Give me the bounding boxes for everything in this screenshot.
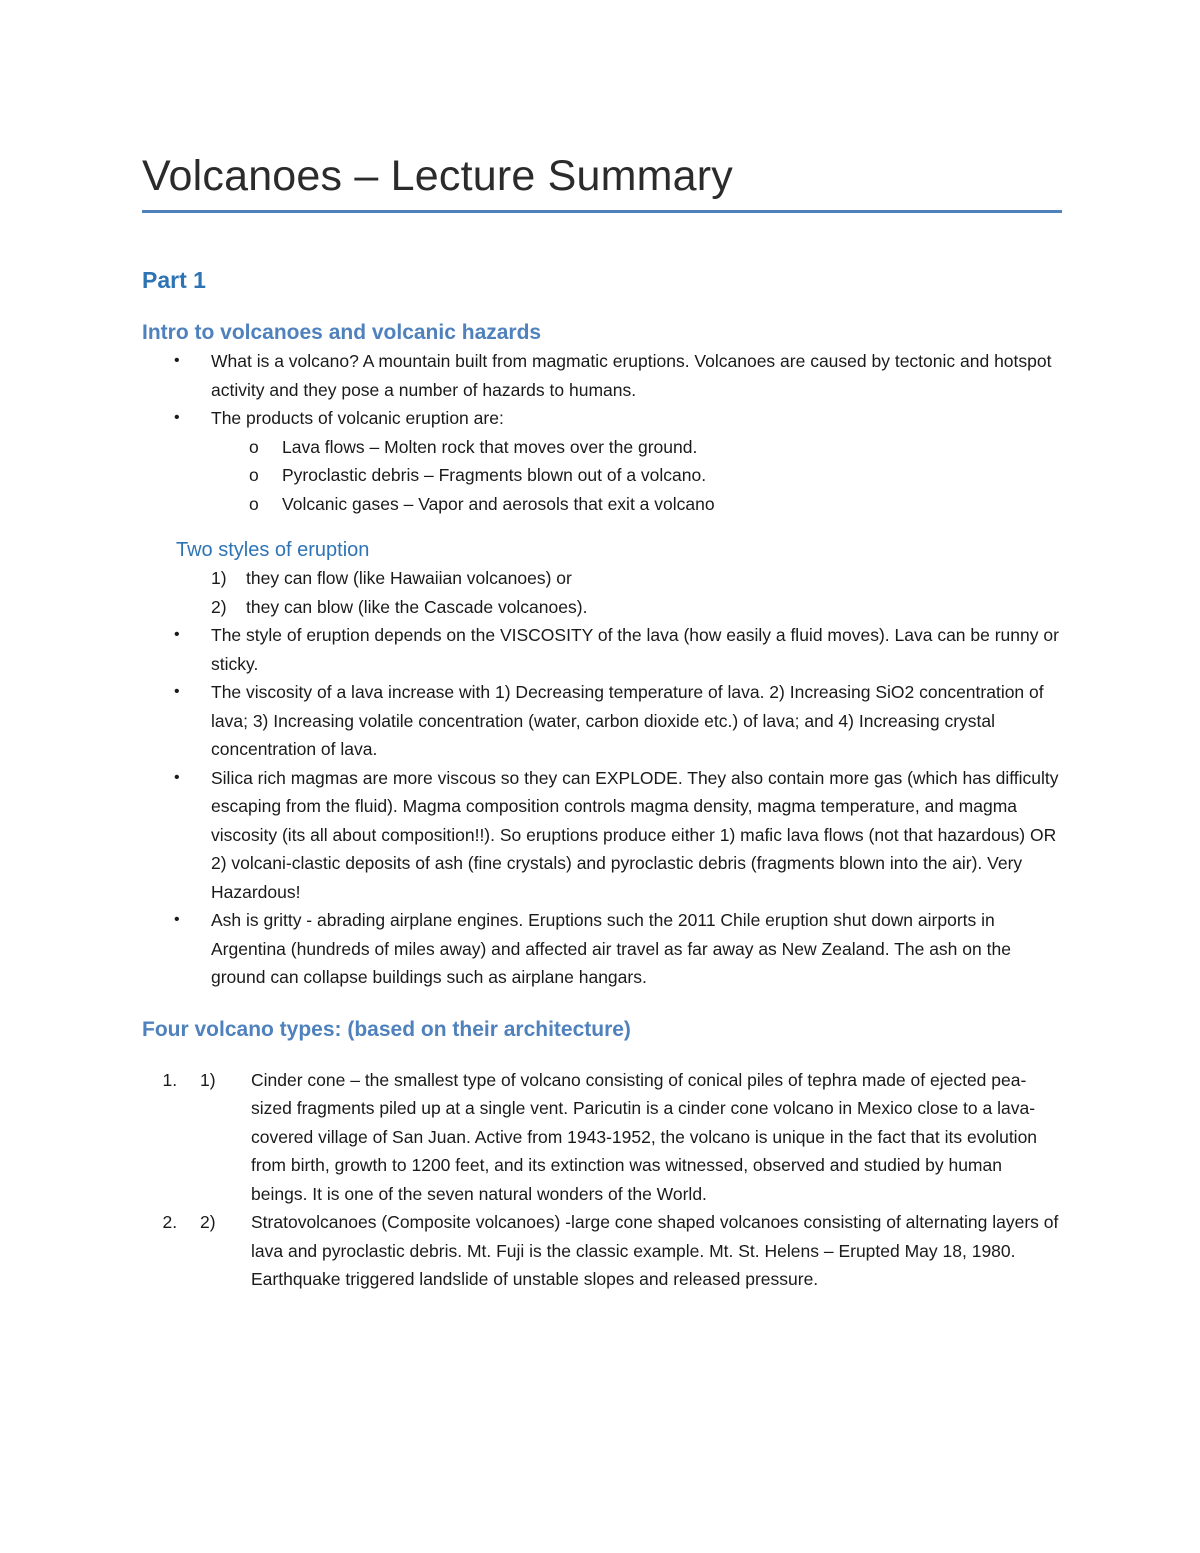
types-numbered-list xyxy=(142,1066,1062,1294)
list-item-text: they can blow (like the Cascade volcanoes). xyxy=(246,596,588,617)
section-heading-types: Four volcano types: (based on their architecture) xyxy=(142,1017,631,1041)
bullet-text: What is a volcano? A mountain built from magmatic eruptions. Volcanoes are caused by tectonic and hotspot activity and they pose a number of hazards to humans. xyxy=(211,351,1052,400)
viscosity-bullet-list xyxy=(142,621,1062,992)
sub-bullet-icon: o xyxy=(249,465,259,485)
section-heading-styles: Two styles of eruption xyxy=(176,539,370,561)
sub-item-text: Volcanic gases – Vapor and aerosols that exit a volcano xyxy=(282,493,715,514)
list-item xyxy=(142,564,1062,593)
list-item xyxy=(142,461,1062,490)
bullet-icon: • xyxy=(174,768,180,786)
list-item xyxy=(182,1208,1062,1294)
list-item-text: they can flow (like Hawaiian volcanoes) or xyxy=(246,568,572,588)
sub-bullet-icon: o xyxy=(249,493,259,514)
list-item xyxy=(142,678,1062,764)
section-heading-intro: Intro to volcanoes and volcanic hazards xyxy=(142,321,542,344)
list-item-text: Stratovolcanoes (Composite volcanoes) -large cone shaped volcanoes consisting of alternating layers of lava and pyroclastic debris. Mt. Fuji is the classic example. Mt. St. Helens – Erupted May 18, 1980. Earthquake triggered landslide of unstable slopes and released pressure. xyxy=(251,1212,1059,1289)
list-number: 2. 2) xyxy=(200,1212,216,1232)
sub-item-text: Pyroclastic debris – Fragments blown out of a volcano. xyxy=(282,465,707,485)
title-underline xyxy=(142,210,1062,213)
bullet-text: Ash is gritty - abrading airplane engines. Eruptions such the 2011 Chile eruption shut down airports in Argentina (hundreds of miles away) and affected air travel as far away as New Zealand. The ash on the ground can collapse buildings such as airplane hangars. xyxy=(211,910,1011,987)
list-item xyxy=(182,1066,1062,1209)
list-item-text: Cinder cone – the smallest type of volcano consisting of conical piles of tephra made of ejected pea-sized fragments piled up at a single vent. Paricutin is a cinder cone volcano in Mexico close to a lava-covered village of San Juan. Active from 1943-1952, the volcano is unique in the fact that its evolution from birth, growth to 1200 feet, and its extinction was witnessed, observed and studied by human beings. It is one of the seven natural wonders of the World. xyxy=(251,1069,1038,1204)
page-title: Volcanoes – Lecture Summary xyxy=(142,152,733,200)
intro-bullet-list xyxy=(142,347,1062,433)
list-number: 1) xyxy=(211,568,227,588)
list-item xyxy=(142,347,1062,404)
list-item xyxy=(142,764,1062,907)
products-sub-list xyxy=(142,433,1062,519)
list-item xyxy=(142,433,1062,462)
list-item xyxy=(142,906,1062,992)
bullet-icon: • xyxy=(174,683,180,700)
list-number: 2) xyxy=(211,596,227,617)
sub-bullet-icon: o xyxy=(249,436,259,457)
bullet-icon: • xyxy=(174,409,180,426)
list-item xyxy=(142,593,1062,622)
styles-numbered-list xyxy=(142,564,1062,621)
bullet-text: The viscosity of a lava increase with 1) Decreasing temperature of lava. 2) Increasing SiO2 concentration of lava; 3) Increasing volatile concentration (water, carbon dioxide etc.) of lava; and 4) Increasing crystal concentration of lava. xyxy=(211,682,1044,759)
list-item xyxy=(142,490,1062,519)
part-heading: Part 1 xyxy=(142,267,206,293)
bullet-text: The style of eruption depends on the VISCOSITY of the lava (how easily a fluid moves). Lava can be runny or sticky. xyxy=(211,625,1059,674)
bullet-icon: • xyxy=(174,911,180,928)
document-page xyxy=(142,150,1062,1310)
list-item xyxy=(142,404,1062,433)
bullet-icon: • xyxy=(174,352,180,369)
list-number: 1. 1) xyxy=(200,1069,216,1090)
bullet-text: The products of volcanic eruption are: xyxy=(211,408,504,428)
list-item xyxy=(142,621,1062,678)
sub-item-text: Lava flows – Molten rock that moves over the ground. xyxy=(282,436,698,457)
bullet-text: Silica rich magmas are more viscous so they can EXPLODE. They also contain more gas (which has difficulty escaping from the fluid). Magma composition controls magma density, magma temperature, and magma viscosity (its all about composition!!). So eruptions produce either 1) mafic lava flows (not that hazardous) OR 2) volcani-clastic deposits of ash (fine crystals) and pyroclastic debris (fragments blown into the air). Very Hazardous! xyxy=(211,767,1059,902)
bullet-icon: • xyxy=(174,626,180,643)
